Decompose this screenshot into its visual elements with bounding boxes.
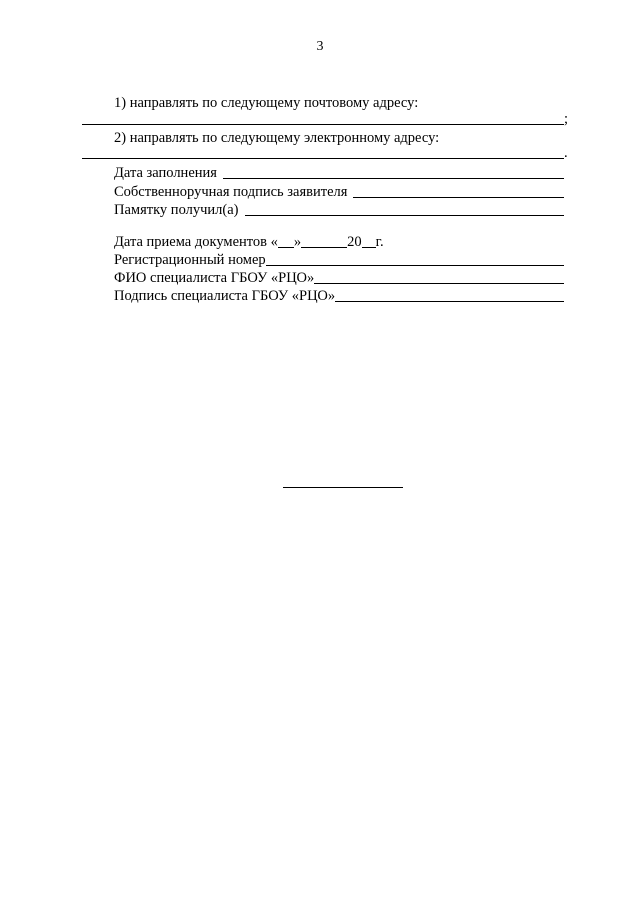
- applicant-signature-label: Собственноручная подпись заявителя: [114, 184, 348, 200]
- fill-date-row: [114, 164, 564, 182]
- specialist-name-field[interactable]: [314, 283, 564, 284]
- applicant-signature-row: [114, 183, 564, 201]
- postal-address-field[interactable]: [82, 124, 564, 125]
- fill-date-label: Дата заполнения: [114, 165, 217, 181]
- reception-day-field[interactable]: [278, 247, 294, 248]
- reception-date-suffix: г.: [375, 234, 384, 250]
- reception-month-field[interactable]: [301, 247, 347, 248]
- fill-date-field[interactable]: [223, 178, 564, 179]
- reg-number-row: [114, 251, 564, 269]
- specialist-signature-field[interactable]: [335, 301, 564, 302]
- page-number: 3: [316, 39, 324, 54]
- reception-year-field[interactable]: [362, 247, 376, 248]
- email-address-label: 2) направлять по следующему электронному адресу:: [114, 130, 440, 146]
- reception-date-row: [114, 233, 384, 251]
- specialist-signature-row: [114, 287, 564, 305]
- specialist-name-label: ФИО специалиста ГБОУ «РЦО»: [114, 270, 315, 286]
- memo-received-field[interactable]: [245, 215, 565, 216]
- reg-number-label: Регистрационный номер: [114, 252, 266, 268]
- applicant-signature-field[interactable]: [353, 197, 564, 198]
- postal-address-end-mark: ;: [564, 111, 569, 127]
- reception-date-year: 20: [347, 234, 362, 250]
- memo-received-row: [114, 201, 564, 219]
- reception-date-prefix: Дата приема документов «: [114, 234, 278, 250]
- specialist-name-row: [114, 269, 564, 287]
- memo-received-label: Памятку получил(а): [114, 202, 239, 218]
- reception-date-mid: »: [293, 234, 302, 250]
- closing-rule: [283, 487, 403, 488]
- reg-number-field[interactable]: [266, 265, 564, 266]
- postal-address-label: 1) направлять по следующему почтовому адресу:: [114, 95, 419, 111]
- specialist-signature-label: Подпись специалиста ГБОУ «РЦО»: [114, 288, 336, 304]
- email-address-end-mark: .: [564, 145, 568, 161]
- email-address-field[interactable]: [82, 158, 564, 159]
